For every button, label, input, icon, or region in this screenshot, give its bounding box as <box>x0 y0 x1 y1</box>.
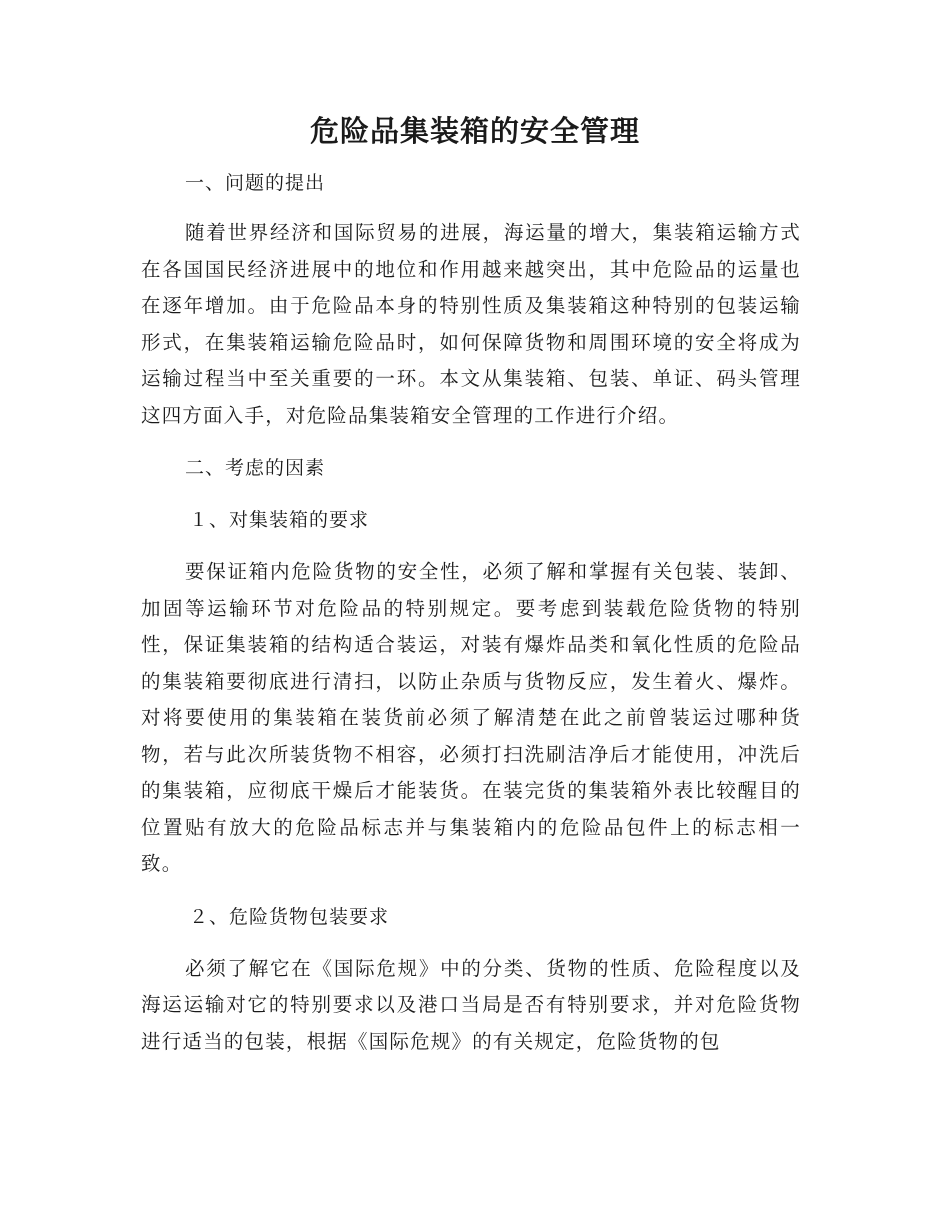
paragraph-container-requirements: 要保证箱内危险货物的安全性，必须了解和掌握有关包装、装卸、加固等运输环节对危险品的特别规定。要考虑到装载危险货物的特别性，保证集装箱的结构适合装运，对装有爆炸品类和氧化性质的危险品的集装箱要彻底进行清扫，以防止杂质与货物反应，发生着火、爆炸。对将要使用的集装箱在装货前必须了解清楚在此之前曾装运过哪种货物，若与此次所装货物不相容，必须打扫洗刷洁净后才能使用，冲洗后的集装箱，应彻底干燥后才能装货。在装完货的集装箱外表比较醒目的位置贴有放大的危险品标志并与集装箱内的危险品包件上的标志相一致。 <box>141 560 801 875</box>
section-heading-problem: 一、问题的提出 <box>185 172 326 194</box>
section-heading-factors: 二、考虑的因素 <box>185 457 326 479</box>
document-title: 危险品集装箱的安全管理 <box>309 114 640 148</box>
document-body <box>141 163 801 1060</box>
paragraph-introduction: 随着世界经济和国际贸易的进展，海运量的增大，集装箱运输方式在各国国民经济进展中的地位和作用越来越突出，其中危险品的运量也在逐年增加。由于危险品本身的特别性质及集装箱这种特别的包装运输形式，在集装箱运输危险品时，如何保障货物和周围环境的安全将成为运输过程当中至关重要的一环。本文从集装箱、包装、单证、码头管理这四方面入手，对危险品集装箱安全管理的工作进行介绍。 <box>141 221 801 427</box>
paragraph-packaging-requirements: 必须了解它在《国际危规》中的分类、货物的性质、危险程度以及海运运输对它的特别要求以及港口当局是否有特别要求，并对危险货物进行适当的包装，根据《国际危规》的有关规定，危险货物的包 <box>141 956 801 1053</box>
subsection-heading-container-requirements: １、对集装箱的要求 <box>189 509 370 531</box>
subsection-heading-packaging-requirements: ２、危险货物包装要求 <box>189 905 390 928</box>
